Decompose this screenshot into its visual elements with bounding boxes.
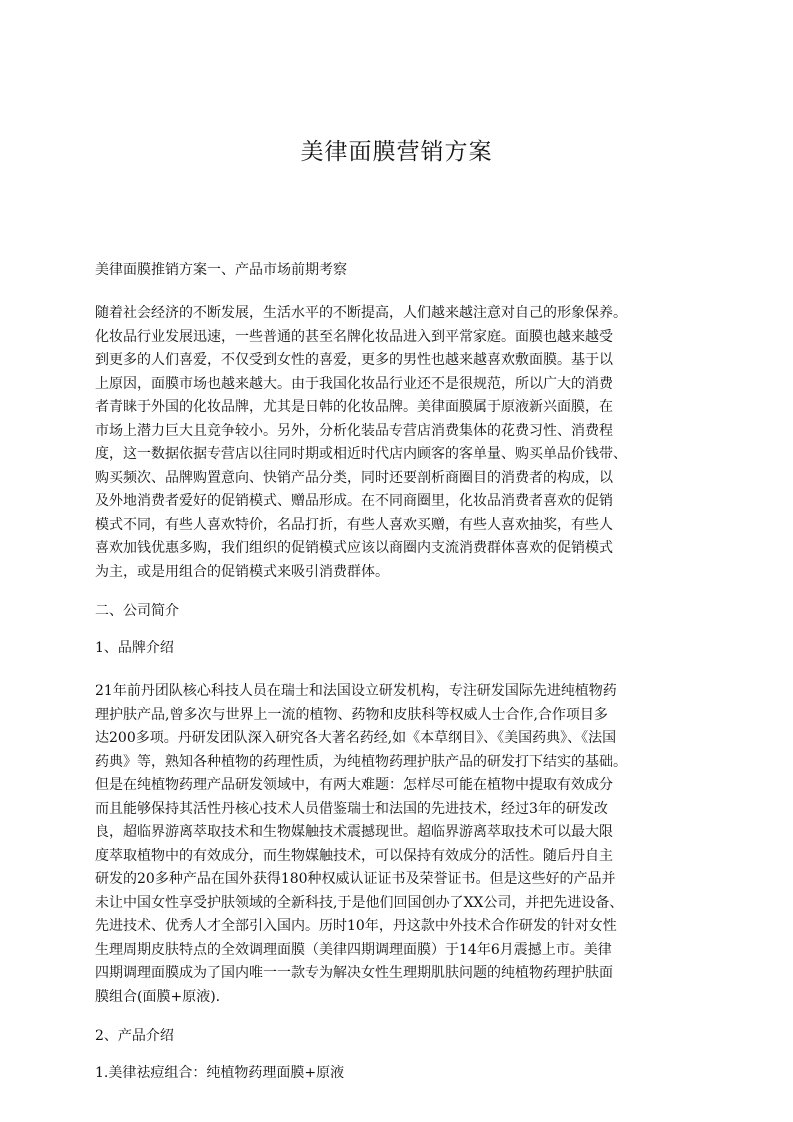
intro-line: 上原因，面膜市场也越来越大。由于我国化妆品行业还不是很规范，所以广大的消费 [95,375,613,392]
spacer [95,660,707,680]
brand-line: 先进技术、优秀人才全部引入国内。历时10年，丹这款中外技术合作研发的针对女性 [95,918,617,934]
intro-line: 随着社会经济的不断发展，生活水平的不断提高，人们越来越注意对自己的形象保养。 [95,305,627,321]
intro-line: 化妆品行业发展迅速，一些普通的甚至名牌化妆品进入到平常家庭。面膜也越来越受 [95,328,613,345]
brand-line: 理护肤产品,曾多次与世界上一流的植物、药物和皮肤科等权威人士合作,合作项目多 [95,706,608,723]
brand-line: 药典》等，熟知各种植物的药理性质，为纯植物药理护肤产品的研发打下结实的基础。 [95,753,627,770]
spacer [95,1009,707,1025]
intro-line: 市场上潜力巨大且竞争较小。另外，分析化装品专营店消费集体的花费习性、消费程 [95,422,613,439]
brand-line: 四期调理面膜成为了国内唯一一款专为解决女性生理期肌肤问题的纯植物药理护肤面 [95,965,613,981]
intro-line: 为主，或是用组合的促销模式来吸引消费群体。 [95,563,389,580]
spacer [95,584,707,600]
brand-line: 膜组合(面膜+原液). [95,988,221,1005]
intro-heading: 美律面膜推销方案一、产品市场前期考察 [95,262,347,278]
brand-line: 达200多项。丹研发团队深入研究各大著名药经,如《本草纲目》、《美国药典》、《法国 [95,730,617,746]
spacer [95,623,707,637]
brand-heading: 1、品牌介绍 [95,640,174,656]
brand-paragraph [95,680,707,1009]
intro-line: 及外地消费者爱好的促销模式、赠品形成。在不同商圈里，化妆品消费者喜欢的促销 [95,493,613,509]
product-item: 1.美律祛痘组合：纯植物药理面膜+原液 [95,1065,345,1081]
intro-paragraph [95,302,707,584]
intro-line: 模式不同，有些人喜欢特价，名品打折，有些人喜欢买赠，有些人喜欢抽奖，有些人 [95,516,613,533]
brand-line: 但是在纯植物药理产品研发领域中，有两大难题：怎样尽可能在植物中提取有效成分 [95,777,613,793]
intro-line: 者青睐于外国的化妆品牌，尤其是日韩的化妆品牌。美律面膜属于原液新兴面膜，在 [95,399,613,415]
intro-line: 到更多的人们喜爱，不仅受到女性的喜爱，更多的男性也越来越喜欢敷面膜。基于以 [95,352,613,368]
brand-line: 生理周期皮肤特点的全效调理面膜（美律四期调理面膜）于14年6月震撼上市。美律 [95,941,612,958]
brand-line: 21年前丹团队核心科技人员在瑞士和法国设立研发机构，专注研发国际先进纯植物药 [95,683,617,699]
brand-line: 研发的20多种产品在国外获得180种权威认证证书及荣誉证书。但是这些好的产品并 [95,871,616,887]
company-heading: 二、公司简介 [95,603,179,619]
brand-line: 而且能够保持其活性丹核心技术人员借鉴瑞士和法国的先进技术，经过3年的研发改 [95,800,608,817]
brand-line: 未让中国女性享受护肤领域的全新科技,于是他们回国创办了XX公司，并把先进设备、 [95,894,624,911]
intro-line: 喜欢加钱优惠多购，我们组织的促销模式应该以商圈内支流消费群体喜欢的促销模式 [95,540,613,556]
intro-line: 购买频次、品牌购置意向、快销产品分类，同时还要剖析商圈目的消费者的构成，以 [95,469,613,486]
document-body [95,259,707,1085]
document-title: 美律面膜营销方案 [300,139,493,165]
brand-line: 良，超临界游离萃取技术和生物媒触技术震撼现世。超临界游离萃取技术可以最大限 [95,824,613,840]
product-heading: 2、产品介绍 [95,1028,174,1044]
spacer [95,282,707,302]
brand-line: 度萃取植物中的有效成分，而生物媒触技术，可以保持有效成分的活性。随后丹自主 [95,847,613,864]
spacer [95,1048,707,1062]
intro-line: 度，这一数据依据专营店以往同时期或相近时代店内顾客的客单量、购买单品价钱带、 [95,446,627,462]
